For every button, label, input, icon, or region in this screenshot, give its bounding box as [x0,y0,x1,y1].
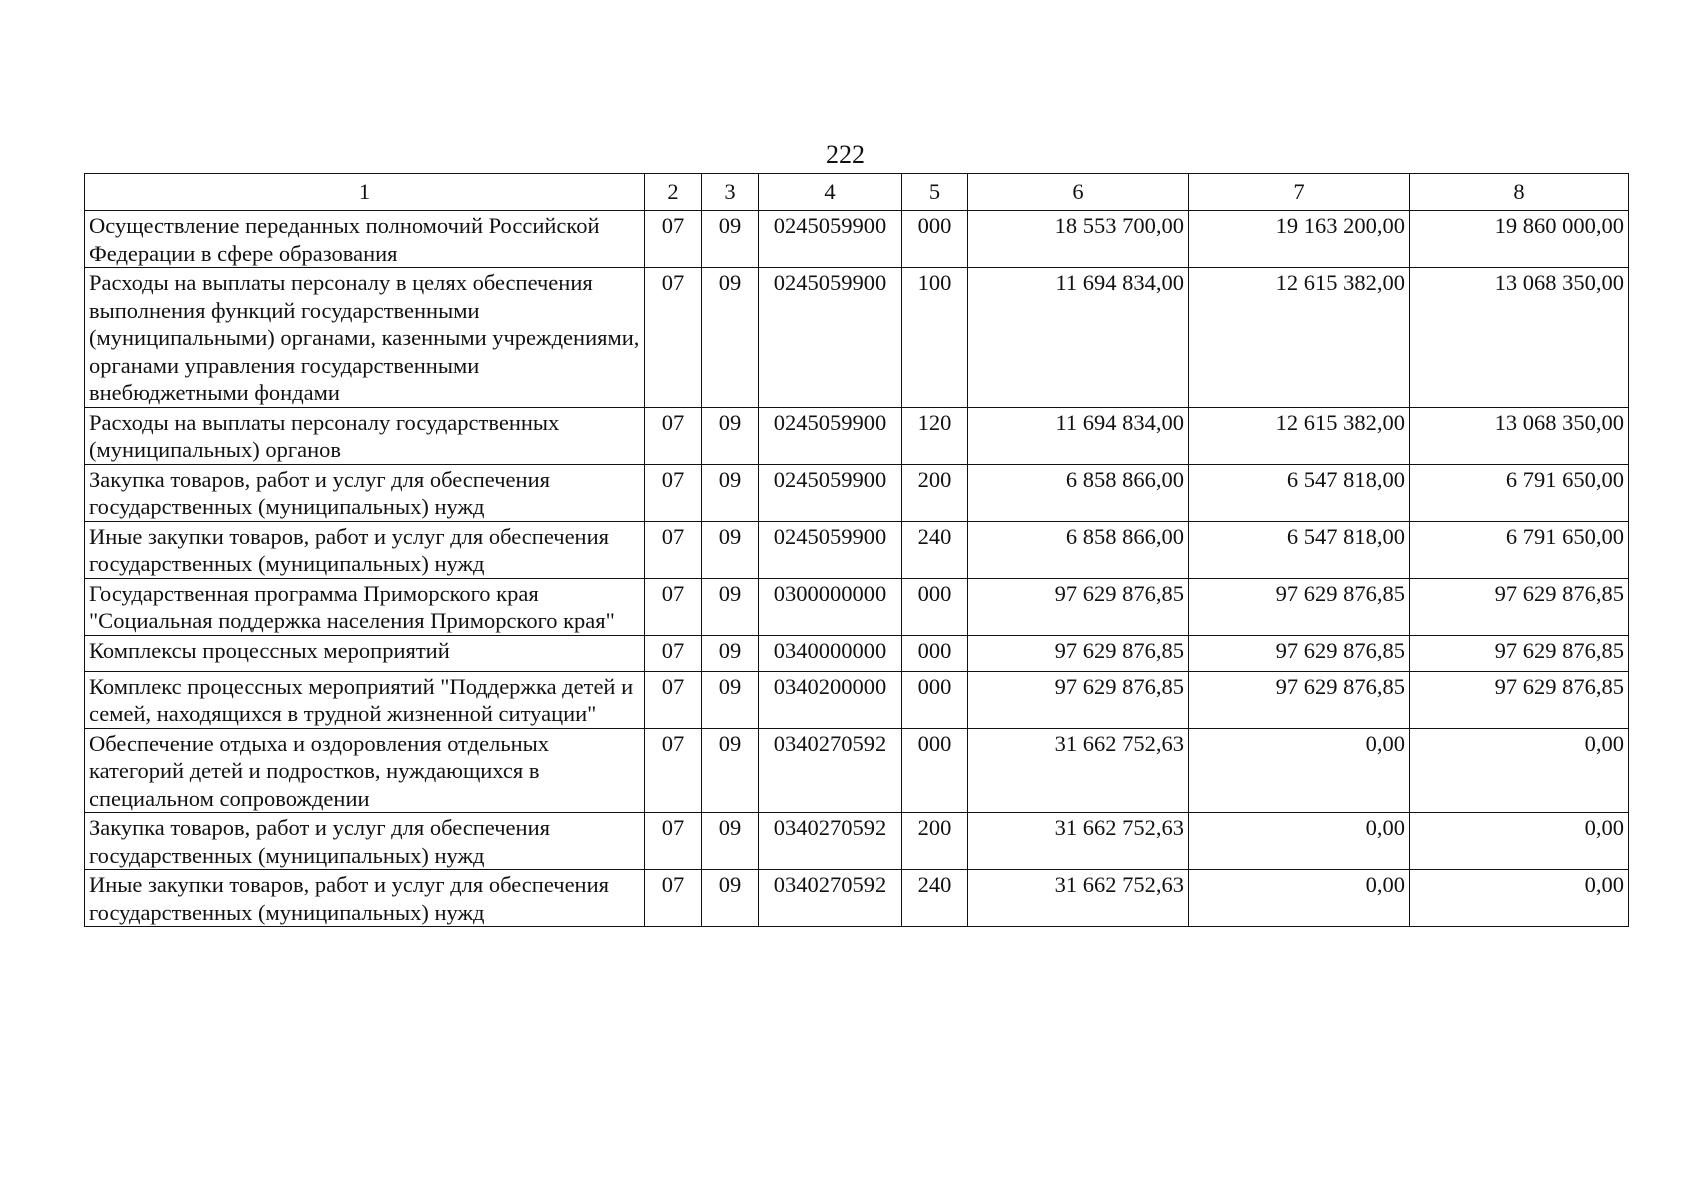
amount-col8: 97 629 876,85 [1410,578,1629,635]
column-header: 6 [968,174,1189,211]
amount-col8: 0,00 [1410,870,1629,927]
amount-col7: 0,00 [1189,870,1410,927]
subsection-code: 09 [702,211,759,268]
target-article-code: 0340270592 [759,870,902,927]
amount-col6: 97 629 876,85 [968,635,1189,671]
amount-col7: 6 547 818,00 [1189,521,1410,578]
amount-col7: 97 629 876,85 [1189,578,1410,635]
subsection-code: 09 [702,268,759,408]
subsection-code: 09 [702,671,759,728]
amount-col8: 6 791 650,00 [1410,464,1629,521]
table-row [85,728,1629,813]
amount-col6: 11 694 834,00 [968,268,1189,408]
subsection-code: 09 [702,407,759,464]
expense-type-code: 200 [902,464,968,521]
target-article-code: 0340270592 [759,813,902,870]
row-description: Закупка товаров, работ и услуг для обеспечения государственных (муниципальных) нужд [85,464,645,521]
expense-type-code: 240 [902,870,968,927]
table-row [85,268,1629,408]
target-article-code: 0245059900 [759,464,902,521]
expense-type-code: 000 [902,578,968,635]
amount-col8: 0,00 [1410,728,1629,813]
amount-col6: 31 662 752,63 [968,813,1189,870]
section-code: 07 [645,813,702,870]
target-article-code: 0245059900 [759,211,902,268]
amount-col8: 97 629 876,85 [1410,671,1629,728]
table-row [85,407,1629,464]
row-description: Обеспечение отдыха и оздоровления отдельных категорий детей и подростков, нуждающихся в специальном сопровождении [85,728,645,813]
target-article-code: 0245059900 [759,521,902,578]
amount-col7: 12 615 382,00 [1189,268,1410,408]
subsection-code: 09 [702,635,759,671]
section-code: 07 [645,268,702,408]
expense-type-code: 000 [902,635,968,671]
amount-col8: 97 629 876,85 [1410,635,1629,671]
column-header: 8 [1410,174,1629,211]
target-article-code: 0245059900 [759,268,902,408]
amount-col7: 0,00 [1189,813,1410,870]
amount-col6: 6 858 866,00 [968,521,1189,578]
expense-type-code: 120 [902,407,968,464]
row-description: Иные закупки товаров, работ и услуг для обеспечения государственных (муниципальных) нужд [85,870,645,927]
target-article-code: 0340200000 [759,671,902,728]
column-header: 3 [702,174,759,211]
subsection-code: 09 [702,578,759,635]
section-code: 07 [645,211,702,268]
row-description: Иные закупки товаров, работ и услуг для обеспечения государственных (муниципальных) нужд [85,521,645,578]
section-code: 07 [645,728,702,813]
amount-col6: 18 553 700,00 [968,211,1189,268]
amount-col6: 31 662 752,63 [968,870,1189,927]
amount-col7: 97 629 876,85 [1189,635,1410,671]
row-description: Закупка товаров, работ и услуг для обеспечения государственных (муниципальных) нужд [85,813,645,870]
amount-col8: 13 068 350,00 [1410,268,1629,408]
subsection-code: 09 [702,521,759,578]
table-row [85,813,1629,870]
section-code: 07 [645,407,702,464]
column-header: 1 [85,174,645,211]
target-article-code: 0300000000 [759,578,902,635]
section-code: 07 [645,464,702,521]
table-row [85,671,1629,728]
amount-col8: 19 860 000,00 [1410,211,1629,268]
amount-col6: 97 629 876,85 [968,578,1189,635]
section-code: 07 [645,578,702,635]
row-description: Расходы на выплаты персоналу государственных (муниципальных) органов [85,407,645,464]
expense-type-code: 000 [902,211,968,268]
row-description: Осуществление переданных полномочий Российской Федерации в сфере образования [85,211,645,268]
subsection-code: 09 [702,464,759,521]
amount-col7: 6 547 818,00 [1189,464,1410,521]
row-description: Государственная программа Приморского края "Социальная поддержка населения Приморского края" [85,578,645,635]
amount-col6: 97 629 876,85 [968,671,1189,728]
amount-col7: 0,00 [1189,728,1410,813]
budget-table [84,173,1629,927]
column-header: 5 [902,174,968,211]
amount-col7: 19 163 200,00 [1189,211,1410,268]
table-row [85,211,1629,268]
row-description: Расходы на выплаты персоналу в целях обеспечения выполнения функций государственными (муниципальными) органами, казенными учреждениями, органами управления государственными внебюджетными фондами [85,268,645,408]
page-number: 222 [826,140,865,169]
amount-col7: 97 629 876,85 [1189,671,1410,728]
amount-col6: 11 694 834,00 [968,407,1189,464]
section-code: 07 [645,521,702,578]
section-code: 07 [645,635,702,671]
expense-type-code: 000 [902,671,968,728]
subsection-code: 09 [702,813,759,870]
amount-col7: 12 615 382,00 [1189,407,1410,464]
amount-col8: 0,00 [1410,813,1629,870]
table-row [85,521,1629,578]
column-header: 2 [645,174,702,211]
table-row [85,578,1629,635]
section-code: 07 [645,671,702,728]
section-code: 07 [645,870,702,927]
row-description: Комплексы процессных мероприятий [85,635,645,671]
expense-type-code: 240 [902,521,968,578]
target-article-code: 0340000000 [759,635,902,671]
header-row [85,174,1629,211]
amount-col8: 6 791 650,00 [1410,521,1629,578]
column-header: 7 [1189,174,1410,211]
column-header: 4 [759,174,902,211]
expense-type-code: 100 [902,268,968,408]
amount-col6: 6 858 866,00 [968,464,1189,521]
subsection-code: 09 [702,870,759,927]
expense-type-code: 000 [902,728,968,813]
amount-col8: 13 068 350,00 [1410,407,1629,464]
table-row [85,464,1629,521]
table-row [85,635,1629,671]
target-article-code: 0245059900 [759,407,902,464]
amount-col6: 31 662 752,63 [968,728,1189,813]
target-article-code: 0340270592 [759,728,902,813]
table-row [85,870,1629,927]
row-description: Комплекс процессных мероприятий "Поддержка детей и семей, находящихся в трудной жизненной ситуации" [85,671,645,728]
expense-type-code: 200 [902,813,968,870]
subsection-code: 09 [702,728,759,813]
